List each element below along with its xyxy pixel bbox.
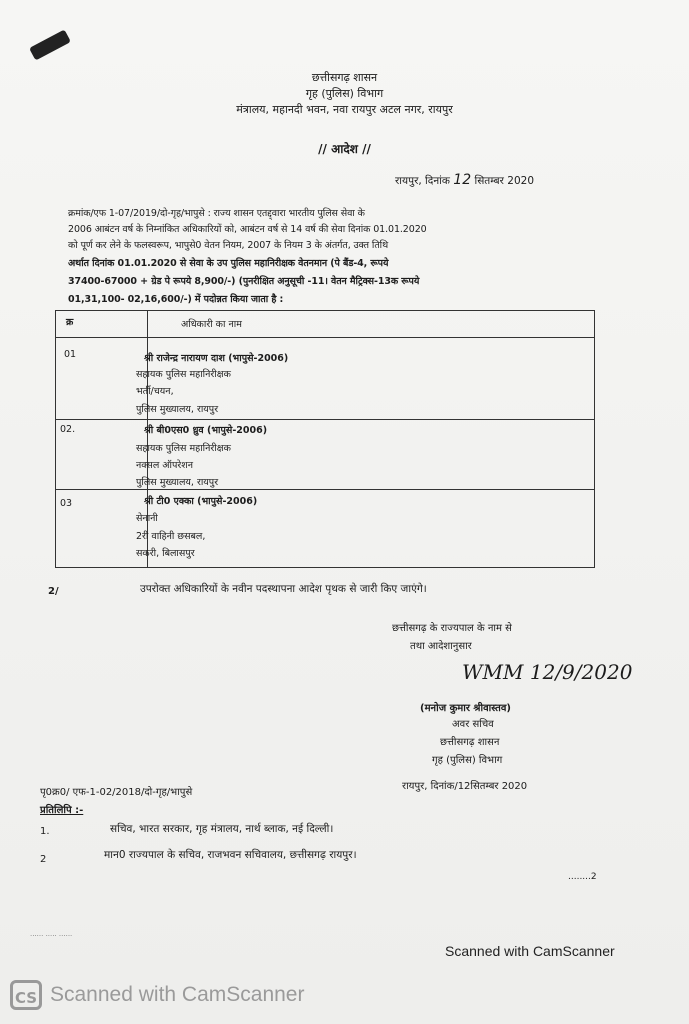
body-line-1: क्रमांक/एफ 1-07/2019/दो-गृह/भापुसे : राज्य शासन एतद्द्वारा भारतीय पुलिस सेवा के (68, 208, 365, 219)
copy-to-label: प्रतिलिपि :- (40, 805, 84, 816)
header-govt: छत्तीसगढ़ शासन (311, 71, 378, 84)
officer-office: पुलिस मुख्यालय, रायपुर (136, 477, 219, 488)
endorsement-date: रायपुर, दिनांक/12सितम्बर 2020 (402, 781, 528, 792)
sign-authority-line2: तथा आदेशानुसार (410, 641, 472, 652)
signatory-department: गृह (पुलिस) विभाग (432, 755, 503, 766)
officer-name: श्री बी0एस0 ध्रुव (भापुसे-2006) (144, 425, 268, 436)
body-line-5: 37400-67000 + ग्रेड पे रूपये 8,900/-) (पुनरीक्षित अनुसूची -11। वेतन मैट्रिक्स-13क रूपये (68, 276, 420, 287)
signatory-designation: अवर सचिव (452, 719, 494, 730)
officer-name: श्री टी0 एक्का (भापुसे-2006) (144, 496, 258, 507)
handwritten-signature: WMM 12/9/2020 (462, 660, 633, 684)
table-row-serial: 02. (60, 424, 76, 435)
scan-edge-mark (29, 29, 71, 60)
copy-item-number: 2 (40, 854, 47, 865)
officer-name: श्री राजेन्द्र नारायण दाश (भापुसे-2006) (144, 353, 289, 364)
order-date (395, 172, 534, 188)
table-row-divider (56, 419, 594, 420)
copy-item-number: 1. (40, 826, 50, 837)
copy-item-text: मान0 राज्यपाल के सचिव, राजभवन सचिवालय, छत्तीसगढ़ रायपुर। (104, 849, 357, 861)
officer-designation: सहायक पुलिस महानिरीक्षक (136, 443, 231, 454)
camscanner-watermark-bottom: Scanned with CamScanner (50, 983, 305, 1006)
camscanner-logo-icon: CS (10, 980, 42, 1010)
date-rest: सितम्बर 2020 (474, 175, 535, 187)
body-line-3: को पूर्ण कर लेने के फलस्वरूप, भापुसे0 वेतन नियम, 2007 के नियम 3 के अंतर्गत, उक्त तिथि (68, 240, 389, 251)
table-header-divider (56, 337, 594, 338)
table-row-serial: 01 (64, 349, 77, 360)
officer-designation: सेनानी (136, 513, 158, 524)
date-prefix: रायपुर, दिनांक (395, 175, 450, 187)
officers-table (55, 310, 595, 568)
officer-location: सकरी, बिलासपुर (136, 548, 195, 559)
date-day: 12 (453, 172, 472, 188)
signatory-name: (मनोज कुमार श्रीवास्तव) (420, 703, 511, 714)
endorsement-ref: पृ0क्र0/ एफ-1-02/2018/दो-गृह/भापुसे (40, 787, 193, 798)
officer-designation: सहायक पुलिस महानिरीक्षक (136, 369, 231, 380)
header-department: गृह (पुलिस) विभाग (305, 87, 384, 100)
header-address: मंत्रालय, महानदी भवन, नवा रायपुर अटल नगर, रायपुर (236, 103, 453, 116)
table-row-divider (56, 489, 594, 490)
table-header-serial: क्र (66, 317, 74, 328)
table-header-name: अधिकारी का नाम (181, 319, 242, 330)
body-line-6: 01,31,100- 02,16,600/-) में पदोन्नत किया जाता है : (68, 294, 284, 305)
officer-branch: भर्ती/चयन, (136, 386, 174, 397)
camscanner-watermark-right: Scanned with CamScanner (445, 943, 615, 959)
para2-number: 2/ (48, 586, 59, 597)
next-page-marker: ........2 (568, 872, 597, 882)
officer-office: पुलिस मुख्यालय, रायपुर (136, 404, 219, 415)
copy-item-text: सचिव, भारत सरकार, गृह मंत्रालय, नार्थ ब्लाक, नई दिल्ली। (110, 823, 334, 835)
officer-unit: 2री वाहिनी छसबल, (136, 531, 206, 542)
signatory-govt: छत्तीसगढ़ शासन (440, 737, 500, 748)
para2-text: उपरोक्त अधिकारियों के नवीन पदस्थापना आदेश पृथक से जारी किए जाएंगे। (140, 583, 427, 595)
body-line-2: 2006 आबंटन वर्ष के निम्नांकित अधिकारियों को, आबंटन वर्ष से 14 वर्ष की सेवा दिनांक 01.01.2020 (68, 224, 427, 235)
table-row-serial: 03 (60, 498, 73, 509)
cropped-footer-fragment: ...... ..... ...... (30, 930, 73, 938)
sign-authority-line1: छत्तीसगढ़ के राज्यपाल के नाम से (392, 623, 512, 634)
officer-branch: नक्सल ऑपरेशन (136, 460, 194, 471)
order-title: // आदेश // (318, 142, 371, 156)
body-line-4: अर्थात दिनांक 01.01.2020 से सेवा के उप पुलिस महानिरीक्षक वेतनमान (पे बैंड-4, रूपये (68, 258, 389, 269)
